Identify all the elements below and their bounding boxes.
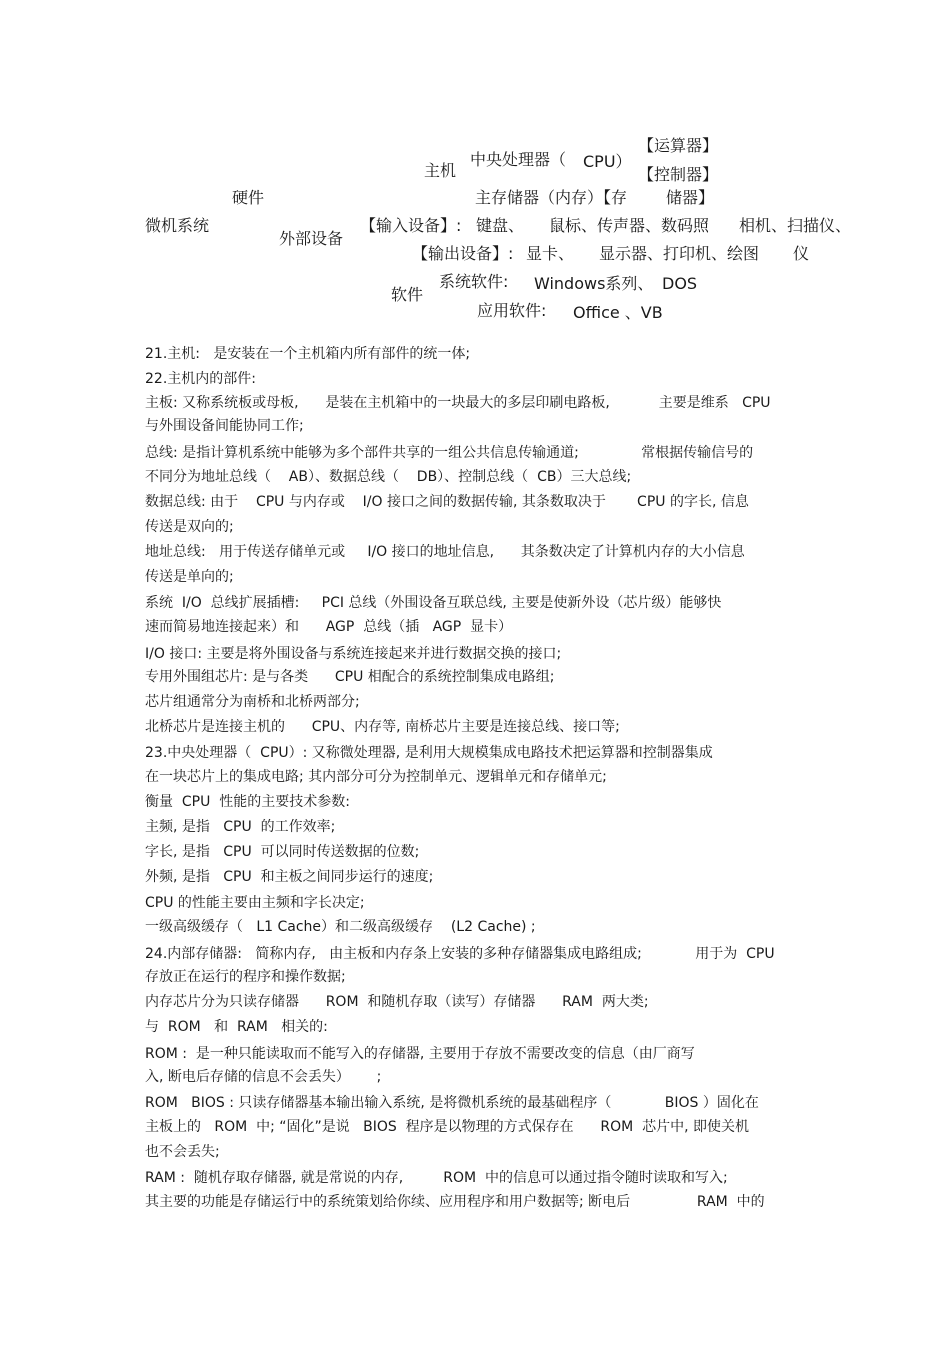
text-line: 衡量 CPU 性能的主要技术参数:: [145, 794, 350, 810]
tree-system-software: 系统软件:: [439, 272, 509, 291]
tree-root: 微机系统: [145, 216, 210, 235]
text-line: RAM : 随机存取存储器, 就是常说的内存, ROM 中的信息可以通过指令随时读取和写入;: [145, 1170, 728, 1186]
text-line: 在一块芯片上的集成电路; 其内部分可分为控制单元、逻辑单元和存储单元;: [145, 769, 607, 785]
text-line: CPU 的性能主要由主频和字长决定;: [145, 895, 365, 911]
text-line: 专用外围组芯片: 是与各类 CPU 相配合的系统控制集成电路组;: [145, 669, 555, 685]
text-line: 字长, 是指 CPU 可以同时传送数据的位数;: [145, 844, 420, 860]
text-line: 22.主机内的部件:: [145, 371, 256, 387]
text-line: 主频, 是指 CPU 的工作效率;: [145, 819, 336, 835]
text-line: 系统 I/O 总线扩展插槽: PCI 总线（外围设备互联总线, 主要是使新外设（芯片级）能够快: [145, 595, 722, 611]
tree-main-memory-tail: 储器】: [666, 188, 715, 207]
tree-cpu: 中央处理器（: [470, 150, 567, 169]
text-line: 总线: 是指计算机系统中能够为多个部件共享的一组公共信息传输通道; 常根据传输信号的: [145, 445, 754, 461]
tree-output-label: 【输出设备】:: [412, 244, 514, 263]
tree-input-items-c: 相机、扫描仪、: [739, 216, 852, 235]
tree-output-items-c: 仪: [793, 244, 810, 263]
tree-app-software-items: Office 、VB: [573, 303, 663, 322]
text-line: 存放正在运行的程序和操作数据;: [145, 969, 346, 985]
text-line: 数据总线: 由于 CPU 与内存或 I/O 接口之间的数据传输, 其条数取决于 CPU 的字长, 信息: [145, 494, 749, 510]
text-line: ROM : 是一种只能读取而不能写入的存储器, 主要用于存放不需要改变的信息（由厂商写: [145, 1046, 695, 1062]
text-line: 主板上的 ROM 中; “固化”是说 BIOS 程序是以物理的方式保存在 ROM 芯片中, 即使关机: [145, 1119, 749, 1135]
tree-system-software-items: Windows系列、: [534, 274, 654, 293]
text-line: 与 ROM 和 RAM 相关的:: [145, 1019, 328, 1035]
tree-input-label: 【输入设备】:: [360, 216, 462, 235]
tree-software: 软件: [391, 285, 424, 304]
text-line: 芯片组通常分为南桥和北桥两部分;: [145, 694, 360, 710]
tree-input-items-b: 鼠标、传声器、数码照: [549, 216, 710, 235]
text-line: 24.内部存储器: 简称内存, 由主板和内存条上安装的多种存储器集成电路组成; 用于为 CPU: [145, 946, 775, 962]
tree-output-items-a: 显卡、: [526, 244, 575, 263]
text-line: 地址总线: 用于传送存储单元或 I/O 接口的地址信息, 其条数决定了计算机内存的大小信息: [145, 544, 745, 560]
text-line: 一级高级缓存（ L1 Cache）和二级高级缓存 (L2 Cache) ;: [145, 919, 536, 935]
text-line: 21.主机: 是安装在一个主机箱内所有部件的统一体;: [145, 346, 471, 362]
text-line: ROM BIOS : 只读存储器基本输出输入系统, 是将微机系统的最基础程序（ BIOS ）固化在: [145, 1095, 759, 1111]
text-line: 不同分为地址总线（ AB）、数据总线（ DB）、控制总线（ CB）三大总线;: [145, 469, 632, 485]
tree-controller: 【控制器】: [638, 165, 719, 184]
text-line: 速而简易地连接起来）和 AGP 总线（插 AGP 显卡）: [145, 619, 513, 635]
text-line: 23.中央处理器（ CPU）: 又称微处理器, 是利用大规模集成电路技术把运算器和控制器集成: [145, 745, 713, 761]
tree-main-memory: 主存储器（内存）【存: [475, 188, 628, 207]
tree-alu: 【运算器】: [638, 136, 719, 155]
tree-host: 主机: [424, 161, 457, 180]
text-line: 内存芯片分为只读存储器 ROM 和随机存取（读写）存储器 RAM 两大类;: [145, 994, 649, 1010]
text-line: I/O 接口: 主要是将外围设备与系统连接起来并进行数据交换的接口;: [145, 646, 562, 662]
text-line: 传送是单向的;: [145, 569, 234, 585]
text-line: 外频, 是指 CPU 和主板之间同步运行的速度;: [145, 869, 434, 885]
tree-input-items-a: 键盘、: [476, 216, 525, 235]
tree-hardware: 硬件: [232, 188, 265, 207]
text-line: 主板: 又称系统板或母板, 是装在主机箱中的一块最大的多层印刷电路板, 主要是维系 CPU: [145, 395, 771, 411]
text-line: 北桥芯片是连接主机的 CPU、内存等, 南桥芯片主要是连接总线、接口等;: [145, 719, 620, 735]
tree-system-software-items-b: DOS: [662, 274, 698, 293]
tree-external: 外部设备: [279, 229, 344, 248]
text-line: 其主要的功能是存储运行中的系统策划给你续、应用程序和用户数据等; 断电后 RAM 中的: [145, 1194, 765, 1210]
tree-cpu-abbr: CPU）: [583, 152, 632, 171]
text-line: 传送是双向的;: [145, 519, 234, 535]
text-line: 入, 断电后存储的信息不会丢失） ;: [145, 1069, 382, 1085]
text-line: 与外围设备间能协同工作;: [145, 418, 304, 434]
tree-output-items-b: 显示器、打印机、绘图: [599, 244, 760, 263]
tree-app-software: 应用软件:: [477, 301, 547, 320]
text-line: 也不会丢失;: [145, 1144, 220, 1160]
